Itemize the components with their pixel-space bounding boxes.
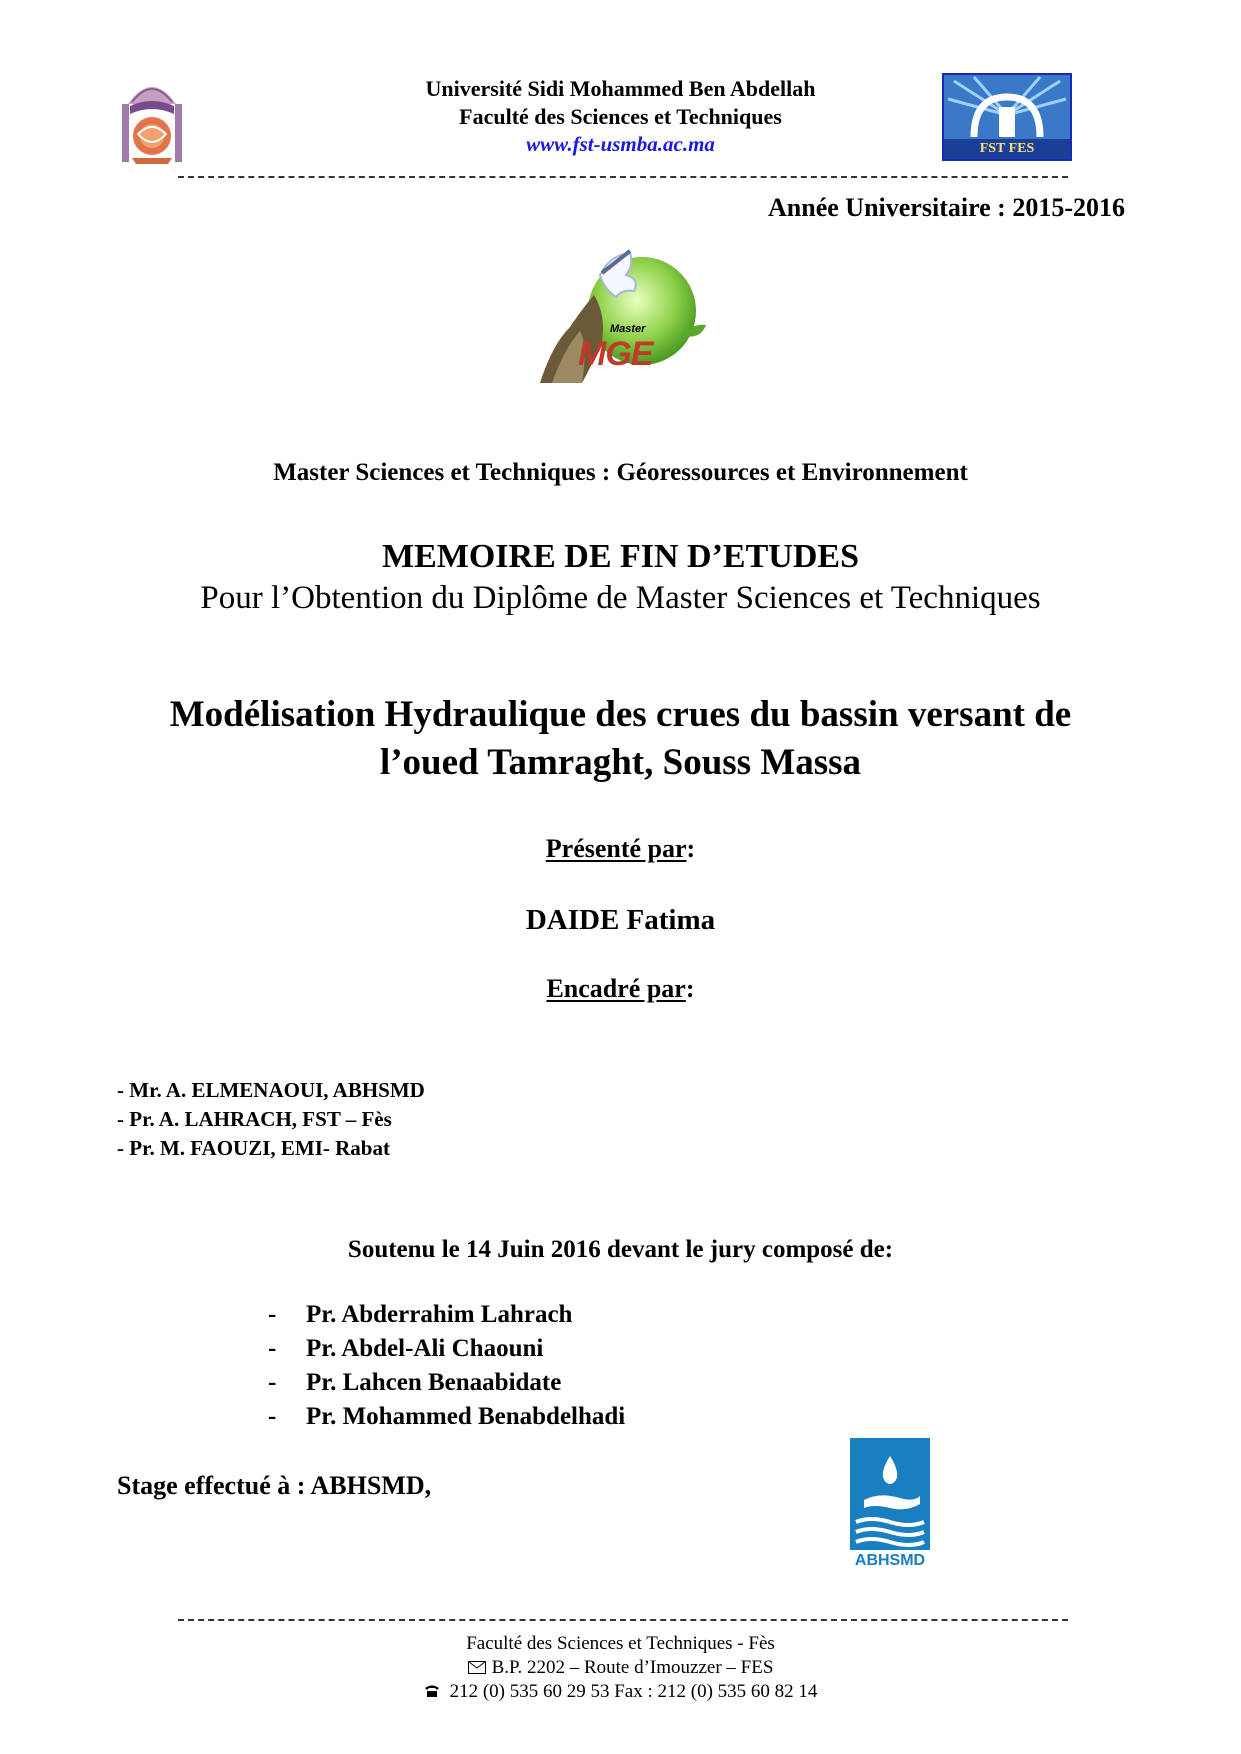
jury-member-name: Pr. Abdel-Ali Chaouni (306, 1335, 544, 1362)
list-dash: - (268, 1335, 277, 1362)
list-dash: - (268, 1403, 277, 1430)
list-dash: - (268, 1301, 277, 1328)
master-mge-logo (530, 245, 720, 385)
footer-address (0, 1657, 1241, 1680)
thesis-title-line1: Modélisation Hydraulique des crues du bassin versant de (169, 694, 1072, 735)
supervised-by-heading (0, 974, 1241, 1004)
footer-phone-text: 212 (0) 535 60 29 53 Fax : 212 (0) 535 60 82 14 (449, 1681, 818, 1702)
presented-by-label: Présenté par (545, 834, 687, 863)
supervisor-item: - Pr. M. FAOUZI, EMI- Rabat (117, 1136, 390, 1160)
academic-year: Année Universitaire : 2015-2016 (768, 193, 1125, 222)
envelope-icon (468, 1658, 486, 1680)
abhsmd-logo (850, 1438, 930, 1572)
jury-member-name: Pr. Lahcen Benaabidate (306, 1369, 562, 1396)
footer-faculty: Faculté des Sciences et Techniques - Fès (466, 1633, 775, 1654)
memoire-title: MEMOIRE DE FIN D’ETUDES (382, 538, 859, 575)
footer-divider (178, 1619, 1068, 1621)
abhsmd-logo-text: ABHSMD (854, 1552, 926, 1569)
master-logo-small-text: Master (610, 323, 646, 335)
faculty-name: Faculté des Sciences et Techniques (459, 104, 782, 129)
jury-member-name: Pr. Mohammed Benabdelhadi (306, 1403, 626, 1430)
student-name: DAIDE Fatima (525, 904, 716, 936)
supervised-by-label: Encadré par (546, 974, 686, 1003)
memoire-subtitle: Pour l’Obtention du Diplôme de Master Sciences et Techniques (200, 580, 1041, 616)
university-name: Université Sidi Mohammed Ben Abdellah (425, 76, 816, 101)
jury-intro: Soutenu le 14 Juin 2016 devant le jury composé de: (347, 1236, 894, 1263)
internship-location: Stage effectué à : ABHSMD, (117, 1471, 432, 1500)
master-logo-big-text: MGE (578, 335, 653, 373)
supervised-by-colon: : (685, 974, 695, 1003)
list-dash: - (268, 1369, 277, 1396)
fst-fes-logo-text: FST FES (979, 141, 1035, 156)
footer-phone (0, 1681, 1241, 1704)
faculty-website-link[interactable]: www.fst-usmba.ac.ma (526, 132, 715, 156)
fst-fes-logo (942, 73, 1072, 161)
presented-by-heading (0, 834, 1241, 864)
thesis-title-line2: l’oued Tamraght, Souss Massa (379, 742, 862, 783)
supervisor-item: - Pr. A. LAHRACH, FST – Fès (117, 1107, 392, 1131)
jury-member-name: Pr. Abderrahim Lahrach (306, 1301, 573, 1328)
presented-by-colon: : (686, 834, 696, 863)
header-divider (178, 176, 1068, 178)
phone-icon (424, 1682, 440, 1704)
program-name: Master Sciences et Techniques : Géoressources et Environnement (273, 459, 968, 486)
footer-address-text: B.P. 2202 – Route d’Imouzzer – FES (491, 1657, 774, 1678)
supervisor-item: - Mr. A. ELMENAOUI, ABHSMD (117, 1078, 425, 1102)
